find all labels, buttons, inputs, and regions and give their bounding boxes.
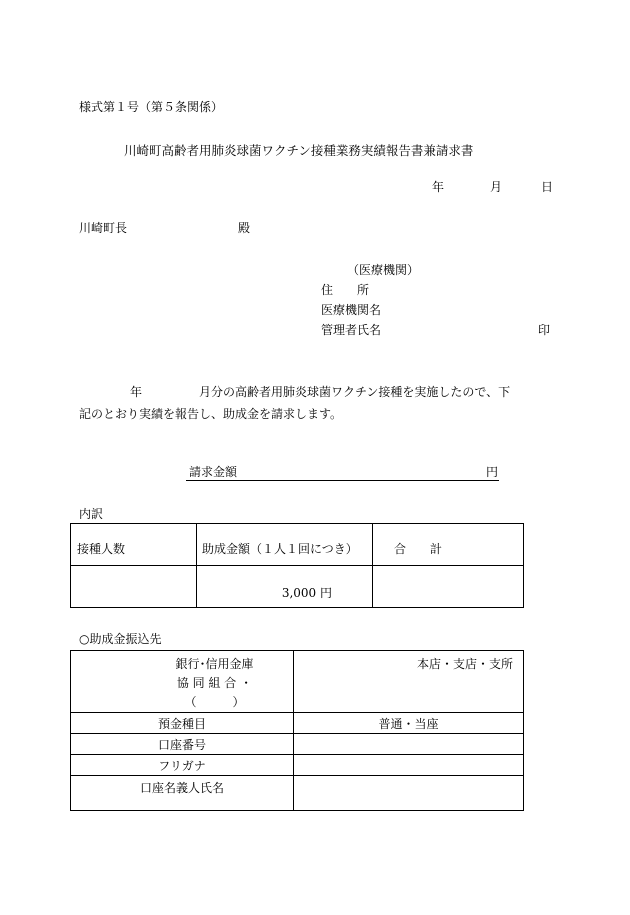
- account-type-row: [71, 713, 524, 734]
- body-line-2: 記のとおり実績を報告し、助成金を請求します。: [79, 407, 343, 421]
- account-holder-row: [71, 776, 524, 811]
- account-number-label-cell: [71, 734, 294, 755]
- claim-amount-label: 請求金額: [189, 465, 238, 479]
- breakdown-value-row: [71, 566, 524, 608]
- account-number-row: [71, 734, 524, 755]
- date-month-label: 月: [490, 180, 503, 194]
- addressee-name: 川崎町長: [79, 221, 128, 235]
- date-year-label: 年: [432, 180, 445, 194]
- breakdown-header-row: [71, 524, 524, 566]
- breakdown-table: [70, 523, 524, 608]
- total-cell[interactable]: [373, 566, 524, 608]
- account-type-label-cell: [71, 713, 294, 734]
- furigana-label: フリガナ: [158, 758, 206, 773]
- account-type-options-cell[interactable]: [294, 713, 524, 734]
- account-holder-cell[interactable]: [294, 776, 524, 811]
- breakdown-header-unit-amount: [197, 524, 373, 566]
- branch-types-label: 本店・支店・支所: [416, 657, 513, 671]
- bank-types-line-2: 協 同 組 合 ・: [176, 676, 253, 690]
- claim-amount-underline: [186, 480, 499, 481]
- unit-amount-label: 助成金額（１人１回につき）: [202, 542, 358, 556]
- form-number: 様式第１号（第５条関係）: [79, 100, 224, 114]
- breakdown-header-vaccinated-count: [71, 524, 197, 566]
- seal-mark: 印: [538, 323, 551, 337]
- form-title: 川崎町高齢者用肺炎球菌ワクチン接種業務実績報告書兼請求書: [124, 143, 474, 158]
- account-number-cell[interactable]: [294, 734, 524, 755]
- bank-types-line-1: 銀行･信用金庫: [175, 657, 254, 671]
- breakdown-header-total: [373, 524, 524, 566]
- bank-name-row: [71, 651, 524, 713]
- applicant-heading: （医療機関）: [347, 263, 420, 277]
- body-line-1: 月分の高齢者用肺炎球菌ワクチン接種を実施したので、下: [199, 385, 511, 399]
- institution-name-label: 医療機関名: [321, 303, 382, 317]
- bank-types-line-3: （ ）: [184, 695, 245, 709]
- address-label: 住 所: [321, 283, 370, 297]
- furigana-row: [71, 755, 524, 776]
- manager-name-label: 管理者氏名: [321, 323, 382, 337]
- account-type-options: 普通・当座: [378, 716, 439, 731]
- furigana-label-cell: [71, 755, 294, 776]
- account-type-label: 預金種目: [157, 716, 206, 731]
- breakdown-label: 内訳: [79, 507, 104, 521]
- account-holder-label: 口座名義人氏名: [139, 781, 224, 795]
- account-holder-label-cell: [71, 776, 294, 811]
- total-label: 合 計: [394, 542, 443, 556]
- body-year-label: 年: [130, 385, 143, 399]
- claim-amount-unit: 円: [486, 465, 499, 479]
- addressee-honorific: 殿: [238, 221, 251, 235]
- vaccinated-count-label: 接種人数: [77, 542, 126, 556]
- bank-table: [70, 650, 524, 811]
- unit-amount-value: 3,000 円: [281, 586, 332, 600]
- branch-name-cell[interactable]: [294, 651, 524, 713]
- furigana-cell[interactable]: [294, 755, 524, 776]
- date-day-label: 日: [541, 180, 554, 194]
- account-number-label: 口座番号: [157, 737, 206, 752]
- unit-amount-cell: [197, 566, 373, 608]
- vaccinated-count-cell[interactable]: [71, 566, 197, 608]
- bank-name-cell[interactable]: [71, 651, 294, 713]
- bank-transfer-label: ○助成金振込先: [79, 632, 162, 646]
